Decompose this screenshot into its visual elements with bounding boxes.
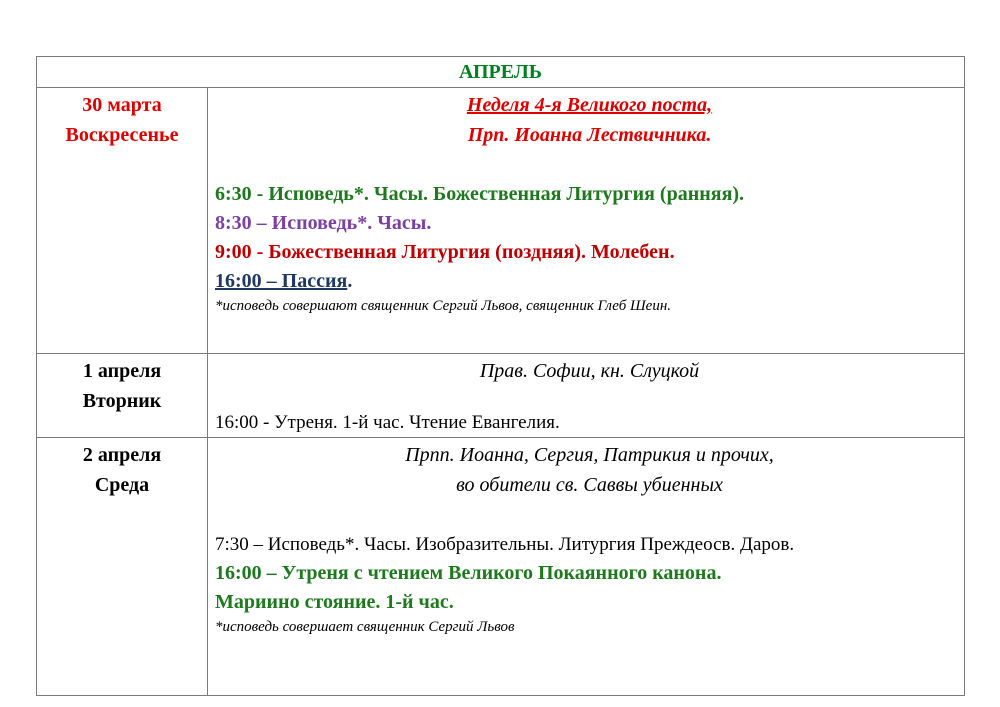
confession-note: *исповедь совершают священник Сергий Львов, священник Глеб Шеин. — [215, 298, 672, 314]
date-cell — [37, 438, 208, 696]
date-cell — [37, 354, 208, 438]
weekday-label: Вторник — [82, 390, 162, 412]
service-line: Мариино стояние. 1-й час. — [215, 591, 454, 613]
day-content — [208, 354, 965, 438]
service-line: 7:30 – Исповедь*. Часы. Изобразительны. Литургия Преждеосв. Даров. — [215, 534, 795, 555]
date-cell — [37, 88, 208, 354]
day-row-apr2 — [37, 438, 965, 696]
passion-service: 16:00 – Пассия — [215, 270, 348, 292]
service-line: 16:00 - Утреня. 1-й час. Чтение Евангелия. — [215, 412, 560, 433]
feast-subtitle: во обители св. Саввы убиенных — [456, 474, 723, 496]
schedule-table — [36, 56, 965, 696]
service-line — [215, 267, 964, 296]
day-content — [208, 438, 965, 696]
day-row-mar30 — [37, 88, 965, 354]
day-row-apr1 — [37, 354, 965, 438]
service-suffix: . — [347, 270, 353, 292]
service-line: 8:30 – Исповедь*. Часы. — [215, 212, 432, 234]
day-content — [208, 88, 965, 354]
weekday-label: Воскресенье — [65, 124, 179, 146]
service-line: 6:30 - Исповедь*. Часы. Божественная Литургия (ранняя). — [215, 183, 745, 205]
confession-note: *исповедь совершает священник Сергий Львов — [215, 619, 515, 635]
feast-title: Прав. Софии, кн. Слуцкой — [479, 360, 700, 382]
feast-subtitle: Прп. Иоанна Лествичника. — [467, 124, 712, 146]
weekday-label: Среда — [94, 474, 150, 496]
date-label: 30 марта — [82, 94, 162, 116]
date-label: 1 апреля — [82, 360, 162, 382]
date-label: 2 апреля — [82, 444, 162, 466]
feast-title: Прпп. Иоанна, Сергия, Патрикия и прочих, — [405, 444, 774, 466]
service-line: 9:00 - Божественная Литургия (поздняя). Молебен. — [215, 241, 675, 263]
service-line: 16:00 – Утреня с чтением Великого Покаянного канона. — [215, 562, 722, 584]
feast-title — [215, 90, 964, 120]
feast-line-1: Неделя 4-я Великого поста, — [466, 94, 713, 116]
month-header: АПРЕЛЬ — [37, 57, 965, 88]
